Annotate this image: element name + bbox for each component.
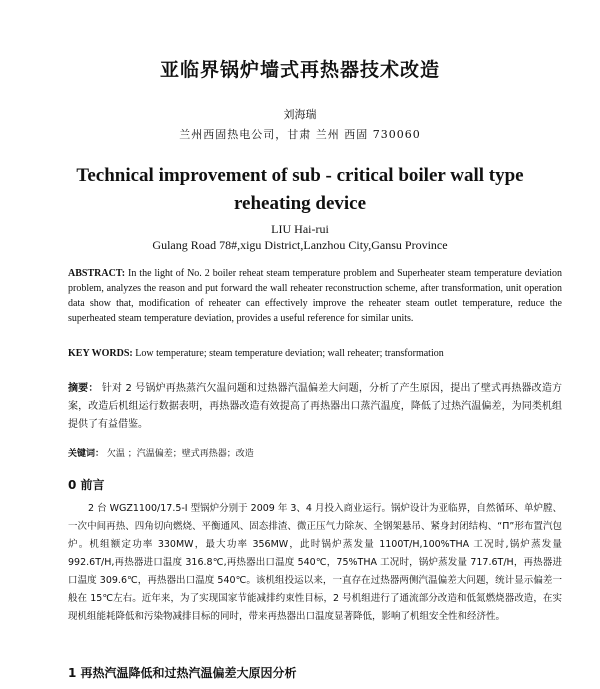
abstract-cn-text: 针对 2 号锅炉再热蒸汽欠温问题和过热器汽温偏差大问题，分析了产生原因，提出了壁式再热器改造方案，改造后机组运行数据表明，再热器改造有效提高了再热器出口蒸汽温度，降低了过热汽温偏差，为同类机组提供了有益借鉴。 [68, 383, 562, 430]
affiliation-en: Gulang Road 78#,xigu District,Lanzhou City,Gansu Province [152, 238, 448, 252]
section-0-body [68, 500, 562, 626]
keywords-cn-text: 欠温 ；汽温偏差；壁式再热器；改造 [106, 449, 254, 459]
abstract-en [68, 266, 562, 326]
author-cn: 刘海瑞 [283, 108, 317, 121]
abstract-cn [68, 380, 562, 434]
keywords-en-text: Low temperature; steam temperature deviation; wall reheater; transformation [135, 348, 444, 359]
keywords-en [68, 348, 562, 359]
keywords-cn [68, 446, 562, 459]
abstract-en-text: In the light of No. 2 boiler reheat steam temperature problem and Superheater steam temperature deviation problem, analyzes the reason and put forward the wall reheater reconstruction scheme, after transformation, unit operation data show that, modification of reheater can effectively improve the reheater steam outlet temperature, reduce the superheated steam temperature deviation, provides a useful reference for similar units. [68, 268, 563, 324]
author-en: LIU Hai-rui [271, 222, 329, 236]
section-1-heading: 1 再热汽温降低和过热汽温偏差大原因分析 [68, 666, 297, 680]
keywords-en-label: KEY WORDS: [68, 348, 133, 359]
abstract-en-label: ABSTRACT: [68, 268, 126, 279]
section-0-text: 2 台 WGZ1100/17.5-I 型锅炉分别于 2009 年 3、4 月投入商业运行。锅炉设计为亚临界，自然循环、单炉膛、一次中间再热、四角切向燃烧、平衡通风、固态排渣、微正压气力除灰、全钢架悬吊、紧身封闭结构、“Π”形布置汽包炉。机组额定功率 330MW，最大功率 356MW，此时锅炉蒸发量 1100T/H,100%THA 工况时,锅炉蒸发量 992.6T/H,再热器进口温度 316.8℃,再热器出口温度 540℃，75%THA 工况时，锅炉蒸发量 717.6T/H，再热器进口温度 309.6℃，再热器出口温度 540℃。该机组投运以来，一直存在过热器两侧汽温偏差大问题，统计显示偏差一般在 15℃左右。近年来，为了实现国家节能减排约束性目标，2 号机组进行了通流部分改造和低氮燃烧器改造，在实现机组能耗降低和污染物减排目标的同时，带来再热器出口温度显著降低，影响了机组安全性和经济性。 [68, 503, 562, 622]
section-0-heading: 0 前言 [68, 478, 105, 492]
paper-title-en: Technical improvement of sub - critical boiler wall type reheating device [76, 165, 524, 214]
paper-title-cn: 亚临界锅炉墙式再热器技术改造 [159, 59, 440, 81]
affiliation-cn: 兰州西固热电公司，甘肃 兰州 西固 730060 [179, 128, 421, 141]
keywords-cn-label: 关键词： [68, 449, 105, 459]
abstract-cn-label: 摘要： [68, 383, 99, 394]
